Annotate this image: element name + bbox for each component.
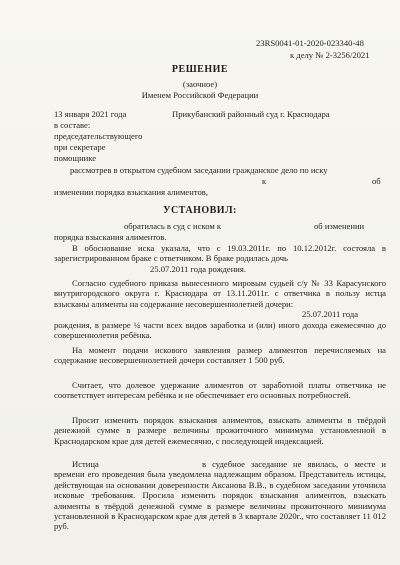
paragraph-2-tail: 25.07.2011 года рождения.	[150, 264, 246, 274]
doc-subtitle: (заочное)	[182, 79, 218, 89]
p1-part-c: порядка взыскания алиментов.	[54, 232, 167, 242]
paragraph-3: Согласно судебного приказа вынесенного мировым судьей с/у № 33 Карасунского внутригородского округа г. Краснодара от 13.11.2011г. с ответчика в пользу истца взысканы алименты на содержание несовершеннолетней дочери:	[54, 278, 386, 309]
composition-label: в составе:	[54, 120, 91, 130]
paragraph-7: в судебное заседание не явилась, о месте и времени его проведения была уведомлена надлежащим образом. Представитель истицы, действующая на основании доверенности Аксанова В.В., в судебном заседании уточнила исковые требования. Просила изменить порядок взыскания алиментов, взыскать алименты в твёрдой денежной сумме в размере величины прожиточного минимума установленной в Краснодарском крае для детей в 3 квартале 2020г., что составляет 11 012 руб.	[54, 459, 386, 532]
established-heading: УСТАНОВИЛ:	[163, 205, 237, 216]
paragraph-3-date: 25.07.2011 года	[302, 309, 359, 319]
paragraph-2: В обоснование иска указала, что с 19.03.2011г. по 10.12.2012г. состояла в зарегистрированном браке с ответчиком. В браке родилась дочь	[54, 243, 386, 264]
case-number: к делу № 2-3256/2021	[290, 50, 370, 60]
to-word: к	[262, 176, 267, 186]
p1-part-b: об изменении	[314, 221, 365, 231]
presiding-label: председательствующего	[54, 131, 143, 141]
secretary-label: при секретаре	[54, 142, 106, 152]
considered-text: рассмотрев в открытом судебном заседании гражданское дело по иску	[70, 165, 328, 175]
doc-name: Именем Российской Федерации	[141, 90, 259, 100]
case-id: 23RS0041-01-2020-023340-48	[256, 38, 364, 48]
p1-part-a: обратилась в суд с иском к	[124, 221, 222, 231]
subject-text: изменении порядка взыскания алиментов,	[54, 187, 208, 197]
about-word: об	[372, 176, 381, 186]
paragraph-6: Просит изменить порядок взыскания алиментов, взыскать алименты в твёрдой денежной сумме в размере величины прожиточного минимума установленной в Краснодарском крае для детей ежемесячно, с последующей индексацией.	[54, 415, 386, 446]
assistant-label: помощнике	[54, 153, 97, 163]
paragraph-5: Считает, что долевое удержание алиментов от заработной платы ответчика не соответствует интересам ребёнка и не обеспечивает его основных потребностей.	[54, 380, 386, 401]
paragraph-4: На момент подачи искового заявления размер алиментов перечисляемых на содержание несовершеннолетней дочери составляет 1 500 руб.	[54, 345, 386, 366]
paragraph-7-start: Истица	[72, 459, 99, 469]
decision-date: 13 января 2021 года	[54, 109, 127, 119]
paragraph-3-tail: рождения, в размере ¼ части всех видов заработка и (или) иного дохода ежемесячно до совершеннолетия ребёнка.	[54, 320, 386, 341]
doc-title: РЕШЕНИЕ	[171, 64, 229, 75]
court-name: Прикубанский районный суд г. Краснодара	[172, 109, 330, 119]
